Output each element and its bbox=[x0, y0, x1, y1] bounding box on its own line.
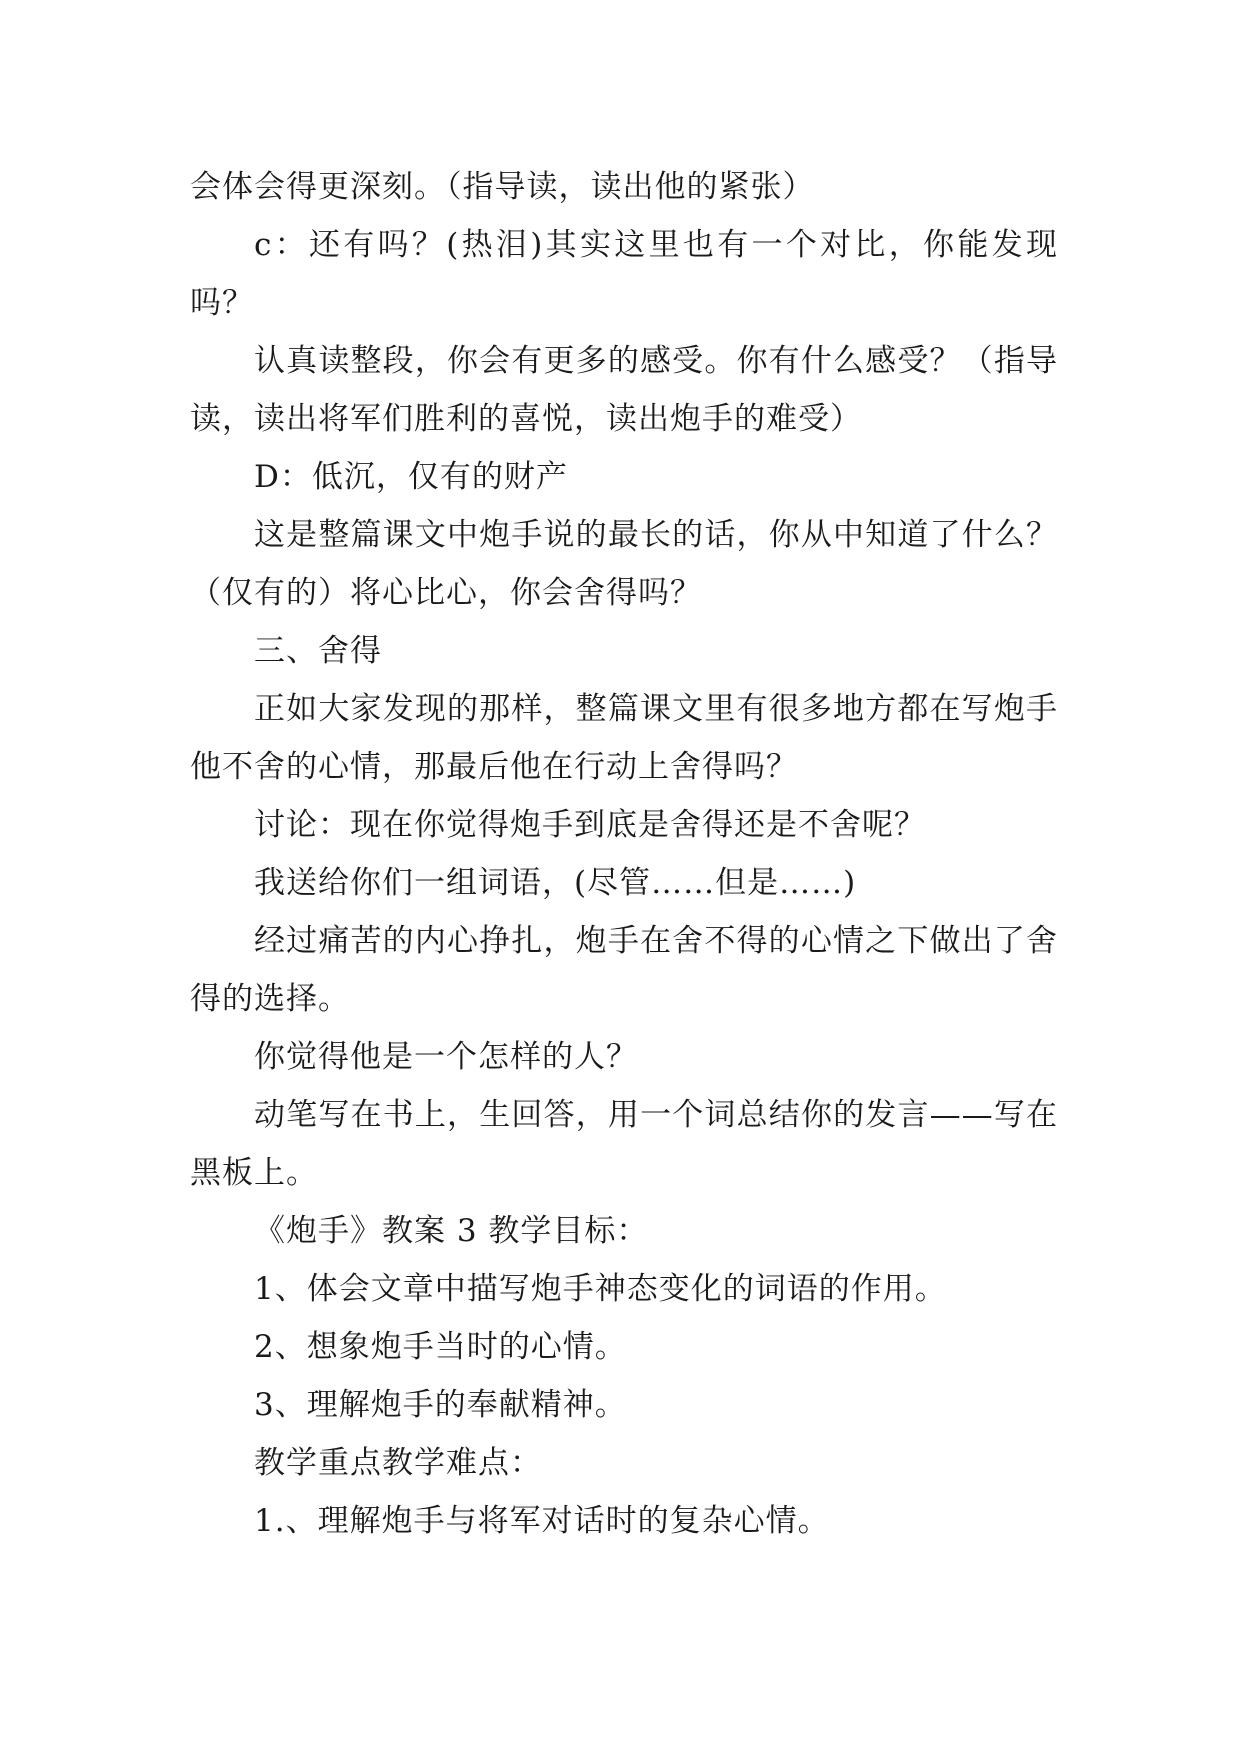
paragraph: 正如大家发现的那样，整篇课文里有很多地方都在写炮手他不舍的心情，那最后他在行动上舍得吗？ bbox=[190, 691, 1058, 785]
paragraph: D：低沉，仅有的财产 bbox=[254, 459, 568, 495]
section-heading: 《炮手》教案 3 教学目标： bbox=[254, 1213, 649, 1249]
list-item: 2、想象炮手当时的心情。 bbox=[254, 1329, 627, 1365]
section-heading: 教学重点教学难点： bbox=[254, 1445, 542, 1481]
paragraph: 会体会得更深刻。（指导读，读出他的紧张） bbox=[190, 169, 815, 205]
paragraph: 这是整篇课文中炮手说的最长的话，你从中知道了什么？（仅有的）将心比心，你会舍得吗？ bbox=[190, 517, 1058, 611]
paragraph: 讨论：现在你觉得炮手到底是舍得还是不舍呢？ bbox=[254, 807, 926, 843]
list-item: 1.、理解炮手与将军对话时的复杂心情。 bbox=[254, 1503, 830, 1539]
paragraph: 你觉得他是一个怎样的人？ bbox=[254, 1039, 638, 1075]
paragraph: 我送给你们一组词语，(尽管……但是……) bbox=[254, 865, 857, 901]
paragraph: 经过痛苦的内心挣扎，炮手在舍不得的心情之下做出了舍得的选择。 bbox=[190, 923, 1058, 1017]
paragraph: 认真读整段，你会有更多的感受。你有什么感受？（指导读，读出将军们胜利的喜悦，读出炮手的难受） bbox=[190, 343, 1058, 437]
paragraph: 动笔写在书上，生回答，用一个词总结你的发言——写在黑板上。 bbox=[190, 1097, 1058, 1191]
document-body bbox=[190, 158, 1058, 1550]
list-item: 3、理解炮手的奉献精神。 bbox=[254, 1387, 627, 1423]
section-heading: 三、舍得 bbox=[254, 633, 382, 669]
paragraph: c：还有吗？(热泪)其实这里也有一个对比，你能发现吗？ bbox=[190, 227, 1058, 321]
list-item: 1、体会文章中描写炮手神态变化的词语的作用。 bbox=[254, 1271, 947, 1307]
